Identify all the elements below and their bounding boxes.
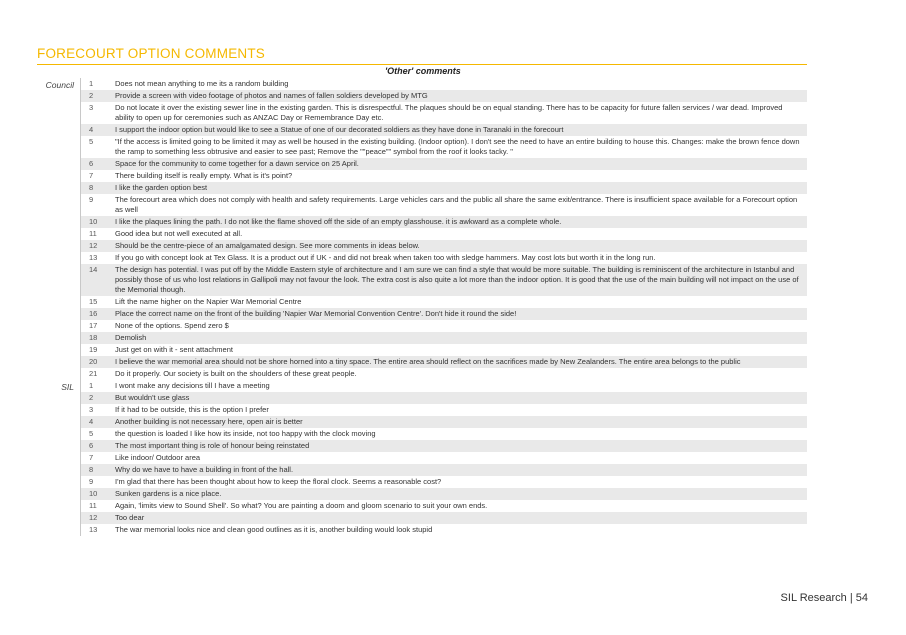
row-number: 17 bbox=[89, 321, 98, 330]
row-number: 3 bbox=[89, 103, 94, 112]
comment-text: Do not locate it over the existing sewer line in the existing garden. This is disrespectful. The plaques should be on equal standing. There has to be capacity for future fallen services / war dead. Improved ability to open up for ceremonies such as ANZAC Day or Remembrance Day etc. bbox=[111, 102, 807, 124]
comment-text: Does not mean anything to me its a random building bbox=[111, 78, 807, 90]
row-number: 15 bbox=[89, 297, 98, 306]
respondent-group bbox=[37, 78, 807, 380]
table-row bbox=[81, 488, 807, 500]
table-row bbox=[81, 90, 807, 102]
row-number: 3 bbox=[89, 405, 94, 414]
comment-text: If you go with concept look at Tex Glass. It is a product out if UK - and did not break when taken too with sledge hammers. May cost lots but worth it in the long run. bbox=[111, 252, 807, 264]
table-row bbox=[81, 320, 807, 332]
row-number: 12 bbox=[81, 240, 111, 252]
table-row bbox=[81, 136, 807, 158]
row-number: 4 bbox=[81, 124, 111, 136]
row-number: 5 bbox=[89, 429, 94, 438]
row-number: 10 bbox=[81, 216, 111, 228]
table-row bbox=[81, 78, 807, 90]
table-row bbox=[81, 416, 807, 428]
comment-text: I'm glad that there has been thought about how to keep the floral clock. Seems a reasonable cost? bbox=[111, 476, 807, 488]
table-row bbox=[81, 356, 807, 368]
table-row bbox=[81, 476, 807, 488]
comment-text: Like indoor/ Outdoor area bbox=[111, 452, 807, 464]
page-title: FORECOURT OPTION COMMENTS bbox=[37, 46, 266, 61]
table-row bbox=[81, 252, 807, 264]
table-row bbox=[81, 404, 807, 416]
table-row bbox=[81, 428, 807, 440]
table-row bbox=[81, 264, 807, 296]
row-number: 11 bbox=[89, 229, 97, 238]
respondent-group bbox=[37, 380, 807, 536]
row-number: 6 bbox=[81, 158, 111, 170]
comment-text: If it had to be outside, this is the option I prefer bbox=[111, 404, 807, 416]
table-row bbox=[81, 194, 807, 216]
comment-text: Should be the centre-piece of an amalgamated design. See more comments in ideas below. bbox=[111, 240, 807, 252]
table-row bbox=[81, 170, 807, 182]
table-row bbox=[81, 240, 807, 252]
table-row bbox=[81, 452, 807, 464]
comment-text: Another building is not necessary here, open air is better bbox=[111, 416, 807, 428]
comment-text: Demolish bbox=[111, 332, 807, 344]
row-number: 19 bbox=[89, 345, 98, 354]
comment-text: I wont make any decisions till I have a meeting bbox=[111, 380, 807, 392]
comment-text: But wouldn't use glass bbox=[111, 392, 807, 404]
row-number: 1 bbox=[89, 79, 94, 88]
table-row bbox=[81, 182, 807, 194]
table-row bbox=[81, 308, 807, 320]
table-row bbox=[81, 296, 807, 308]
table-row bbox=[81, 524, 807, 536]
comment-text: I like the plaques lining the path. I do not like the flame shoved off the side of an empty glasshouse. it is awkward as a complete whole. bbox=[111, 216, 807, 228]
group-label: SIL bbox=[37, 380, 81, 536]
row-number: 14 bbox=[81, 264, 111, 296]
table-row bbox=[81, 464, 807, 476]
comment-text: Place the correct name on the front of the building 'Napier War Memorial Convention Centre'. Don't hide it round the side! bbox=[111, 308, 807, 320]
row-number: 20 bbox=[81, 356, 111, 368]
comment-text: Too dear bbox=[111, 512, 807, 524]
comment-text: Again, 'limits view to Sound Shell'. So what? You are painting a doom and gloom scenario to suit your own ends. bbox=[111, 500, 807, 512]
row-number: 2 bbox=[81, 392, 111, 404]
row-number: 21 bbox=[89, 369, 98, 378]
row-number: 7 bbox=[89, 453, 94, 462]
table-row bbox=[81, 216, 807, 228]
row-number: 1 bbox=[89, 381, 94, 390]
row-number: 11 bbox=[89, 501, 97, 510]
table-row bbox=[81, 500, 807, 512]
row-number: 12 bbox=[81, 512, 111, 524]
comment-text: Sunken gardens is a nice place. bbox=[111, 488, 807, 500]
comment-text: There building itself is really empty. What is it's point? bbox=[111, 170, 807, 182]
table-row bbox=[81, 368, 807, 380]
comment-text: None of the options. Spend zero $ bbox=[111, 320, 807, 332]
row-number: 10 bbox=[81, 488, 111, 500]
row-number: 16 bbox=[81, 308, 111, 320]
comments-table bbox=[37, 78, 807, 536]
table-row bbox=[81, 102, 807, 124]
table-row bbox=[81, 392, 807, 404]
row-number: 4 bbox=[81, 416, 111, 428]
comment-text: Space for the community to come together for a dawn service on 25 April. bbox=[111, 158, 807, 170]
row-number: 7 bbox=[89, 171, 94, 180]
comment-text: The most important thing is role of honour being reinstated bbox=[111, 440, 807, 452]
table-row bbox=[81, 344, 807, 356]
page-footer: SIL Research | 54 bbox=[780, 592, 868, 604]
row-number: 8 bbox=[81, 464, 111, 476]
row-number: 18 bbox=[81, 332, 111, 344]
table-row bbox=[81, 512, 807, 524]
comment-text: I support the indoor option but would like to see a Statue of one of our decorated soldiers as they have done in Taranaki in the forecourt bbox=[111, 124, 807, 136]
row-number: 9 bbox=[89, 195, 94, 204]
comment-text: the question is loaded I like how its inside, not too happy with the clock moving bbox=[111, 428, 807, 440]
comment-text: The war memorial looks nice and clean good outlines as it is, another building would look stupid bbox=[111, 524, 807, 536]
title-divider bbox=[37, 64, 807, 65]
row-number: 2 bbox=[81, 90, 111, 102]
comment-text: Good idea but not well executed at all. bbox=[111, 228, 807, 240]
row-number: 13 bbox=[89, 525, 98, 534]
table-row bbox=[81, 228, 807, 240]
table-row bbox=[81, 380, 807, 392]
table-row bbox=[81, 158, 807, 170]
comment-text: Provide a screen with video footage of photos and names of fallen soldiers developed by MTG bbox=[111, 90, 807, 102]
row-number: 8 bbox=[81, 182, 111, 194]
comment-text: I like the garden option best bbox=[111, 182, 807, 194]
group-label: Council bbox=[37, 78, 81, 380]
table-row bbox=[81, 440, 807, 452]
comment-text: Do it properly. Our society is built on the shoulders of these great people. bbox=[111, 368, 807, 380]
comment-text: "If the access is limited going to be limited it may as well be housed in the existing building. (Indoor option). I don't see the need to have an entire building to house this. Changes: make the brown fence down the ramp to something less obtrusive and easier to see past; Remove the ""peace"" symbol from the roof it looks tacky. " bbox=[111, 136, 807, 158]
table-row bbox=[81, 124, 807, 136]
row-number: 13 bbox=[89, 253, 98, 262]
row-number: 9 bbox=[89, 477, 94, 486]
row-number: 5 bbox=[89, 137, 94, 146]
comment-text: I believe the war memorial area should not be shore horned into a tiny space. The entire area should reflect on the sacrifices made by New Zealanders. The entire area belongs to the public bbox=[111, 356, 807, 368]
comment-text: Why do we have to have a building in front of the hall. bbox=[111, 464, 807, 476]
comment-text: The forecourt area which does not comply with health and safety requirements. Large vehicles cars and the public all share the same exit/entrance. There is insufficient space available for a Forecourt option as well bbox=[111, 194, 807, 216]
table-subheading: 'Other' comments bbox=[385, 66, 461, 76]
comment-text: The design has potential. I was put off by the Middle Eastern style of architecture and I am sure we can find a style that would be more suitable. The building is reminiscent of the architecture in Istanbul and possibly those of us who lost relations in Gallipoli may not favour the look. The extra cost is also quite a lot more than the indoor option. It is good that the use of the main building will not impact on the use of the Memorial though. bbox=[111, 264, 807, 296]
table-row bbox=[81, 332, 807, 344]
comment-text: Just get on with it - sent attachment bbox=[111, 344, 807, 356]
comment-text: Lift the name higher on the Napier War Memorial Centre bbox=[111, 296, 807, 308]
row-number: 6 bbox=[81, 440, 111, 452]
